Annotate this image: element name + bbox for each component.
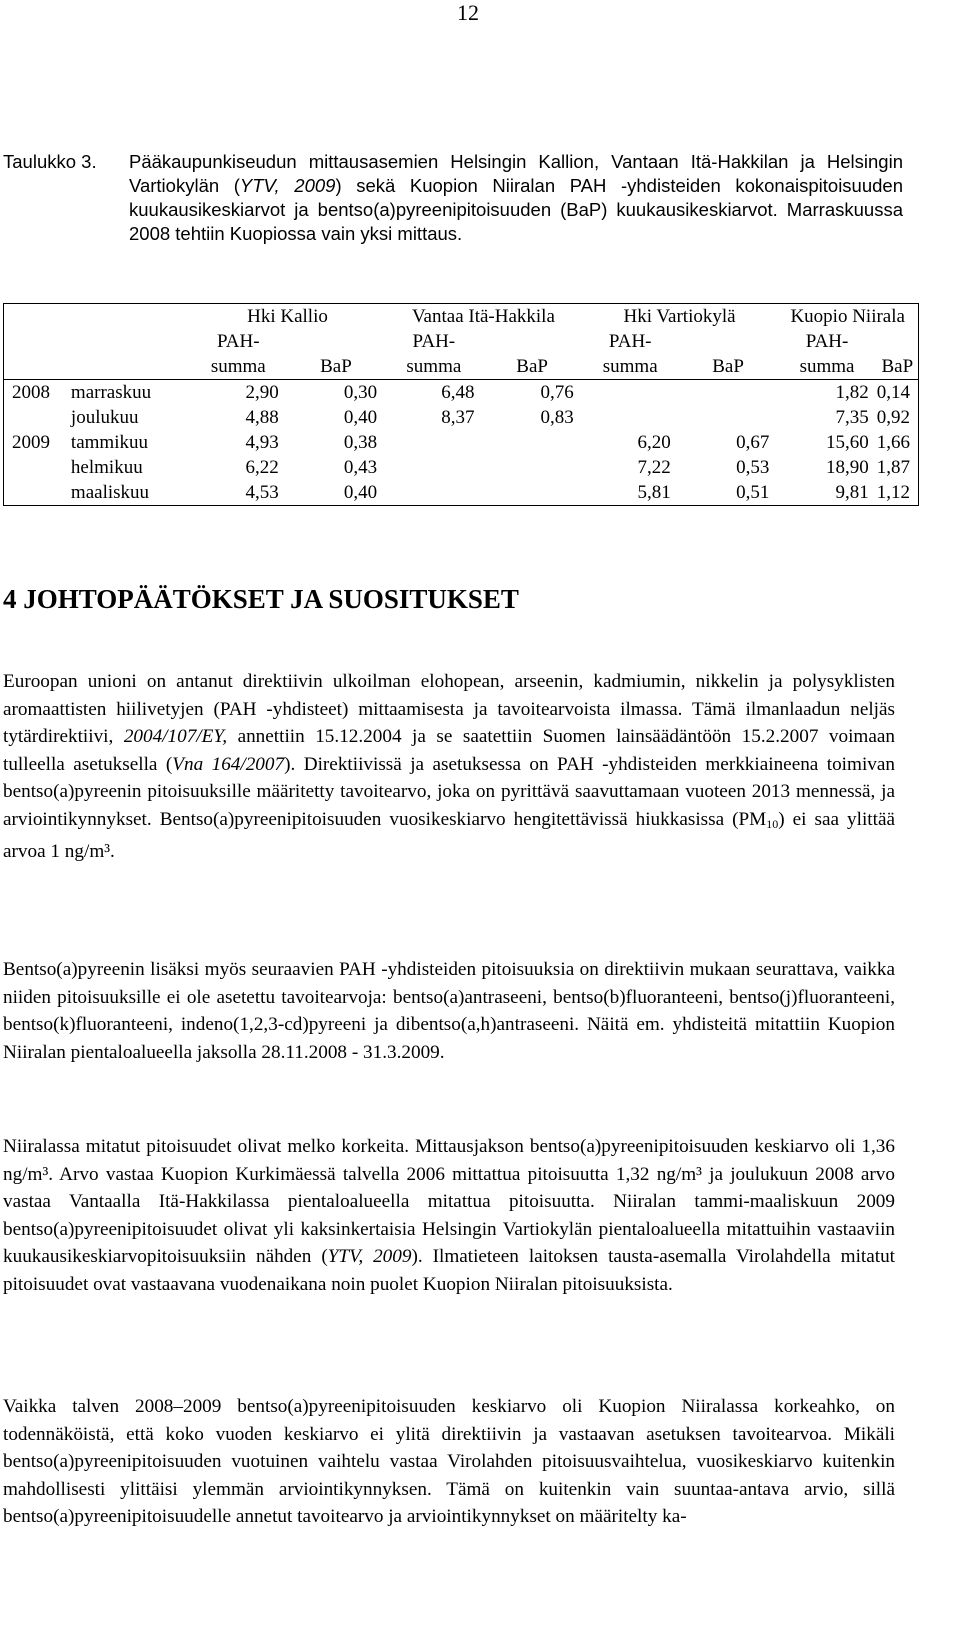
paragraph-4: Vaikka talven 2008–2009 bentso(a)pyreenipitoisuuden keskiarvo oli Kuopion Niiralassa korkeahko, on todennäköistä, että koko vuoden keskiarvo ei ylitä direktiivin ja vastaavan asetuksen tavoitearvoa. Mikäli bentso(a)pyreenipitoisuuden vuotuinen vaihtelu vastaa Virolahden pitoisuusvaihtelua, vuosikeskiarvo kuitenkin mahdollisesti ylittäisi ylemmän arviointikynnyksen. Tämä on kuitenkin vain suuntaa-antava arvio, sillä bentso(a)pyreenipitoisuudelle annetut tavoitearvo ja arviointikynnykset on määritelty ka-: [3, 1396, 895, 1527]
year-cell: [4, 405, 71, 430]
value-cell: 4,88: [245, 407, 279, 428]
value-cell: 0,14: [876, 382, 910, 403]
value-cell: 2,90: [245, 382, 279, 403]
year-cell: [4, 480, 71, 506]
value-cell: 7,22: [637, 457, 671, 478]
month-cell: marraskuu: [70, 382, 152, 403]
value-cell: [483, 480, 582, 506]
pah-header: PAH-: [805, 331, 849, 352]
value-cell: 0,67: [736, 432, 770, 453]
value-cell: 7,35: [835, 407, 869, 428]
page-number: 12: [457, 0, 479, 25]
value-cell: [385, 480, 482, 506]
value-cell: 4,93: [245, 432, 279, 453]
caption-text: Pääkaupunkiseudun mittausasemien Helsingin Kallion, Vantaan Itä-Hakkilan ja Helsingin Vartiokylän (YTV, 2009) sekä Kuopion Niiralan PAH -yhdisteiden kokonaispitoisuuden kuukausikeskiarvot ja bentso(a)pyreenipitoisuuden (BaP) kuukausikeskiarvot. Marraskuussa 2008 tehtiin Kuopiossa vain yksi mittaus.: [129, 151, 903, 244]
table-row: [4, 430, 919, 455]
section-heading: 4 JOHTOPÄÄTÖKSET JA SUOSITUKSET: [3, 584, 519, 614]
month-cell: tammikuu: [70, 432, 148, 453]
value-cell: [385, 430, 482, 455]
value-cell: 1,82: [835, 382, 869, 403]
value-cell: 0,38: [343, 432, 378, 453]
paragraph-2: Bentso(a)pyreenin lisäksi myös seuraavien PAH -yhdisteiden pitoisuuksia on direktiivin mukaan seurattava, vaikka niiden pitoisuuksille ei ole asetettu tavoitearvoja: bentso(a)antraseeni, bentso(b)fluoranteeni, bentso(j)fluoranteeni, bentso(k)fluoranteeni, indeno(1,2,3-cd)pyreeni ja dibentso(a,h)antraseeni. Näitä em. yhdisteitä mitattiin Kuopion Niiralan pientaloalueella jaksolla 28.11.2008 - 31.3.2009.: [3, 959, 895, 1063]
value-cell: 0,40: [343, 482, 378, 503]
year-cell: 2009: [12, 432, 50, 453]
value-cell: [483, 430, 582, 455]
table-header-stations: [4, 304, 919, 330]
value-cell: [385, 455, 482, 480]
value-cell: 15,60: [825, 432, 869, 453]
month-cell: maaliskuu: [70, 482, 150, 503]
bap-header: BaP: [679, 354, 778, 380]
value-cell: [483, 455, 582, 480]
station-header: Hki Kallio: [247, 306, 328, 327]
table-header-pah: [4, 329, 919, 354]
value-cell: 0,76: [540, 382, 574, 403]
pah-header: PAH-: [216, 331, 260, 352]
station-header: Kuopio Niirala: [790, 306, 905, 327]
value-cell: 5,81: [637, 482, 671, 503]
value-cell: 1,87: [876, 457, 910, 478]
value-cell: 1,66: [876, 432, 910, 453]
caption-reference: YTV, 2009: [239, 175, 336, 196]
table-row: [4, 405, 919, 430]
pah-table: [3, 303, 919, 506]
value-cell: 6,20: [637, 432, 671, 453]
value-cell: 0,83: [540, 407, 574, 428]
value-cell: 18,90: [825, 457, 869, 478]
bap-header: BaP: [483, 354, 582, 380]
year-cell: 2008: [12, 382, 50, 403]
value-cell: 0,40: [343, 407, 378, 428]
value-cell: 0,92: [876, 407, 910, 428]
value-cell: [582, 405, 679, 430]
bap-header: BaP: [287, 354, 385, 380]
table-row: [4, 455, 919, 480]
value-cell: [679, 405, 778, 430]
value-cell: 0,53: [736, 457, 770, 478]
value-cell: 0,43: [343, 457, 378, 478]
bap-header: BaP: [877, 354, 919, 380]
value-cell: [679, 380, 778, 406]
summa-header: summa: [190, 354, 287, 380]
station-header: Hki Vartiokylä: [623, 306, 736, 327]
summa-header: summa: [385, 354, 482, 380]
month-cell: helmikuu: [70, 457, 143, 478]
value-cell: 6,48: [441, 382, 475, 403]
paragraph-3: Niiralassa mitatut pitoisuudet olivat melko korkeita. Mittausjakson bentso(a)pyreenipitoisuuden keskiarvo oli 1,36 ng/m³. Arvo vastaa Kuopion Kurkimäessä talvella 2006 mittattua pitoisuutta 1,32 ng/m³ ja joulukuun 2008 arvo vastaa Vantaalla Itä-Hakkilassa pientaloalueella mitattua pitoisuutta. Niiralan tammi-maaliskuun 2009 bentso(a)pyreenipitoisuudet olivat yli kaksinkertaisia Helsingin Vartiokylän pientaloalueella mitattuihin vastaaviin kuukausikeskiarvopitoisuuksiin nähden (YTV, 2009). Ilmatieteen laitoksen tausta-asemalla Virolahdella mitatut pitoisuudet ovat vastaavana vuodenaikana noin puolet Kuopion Niiralan pitoisuuksista.: [3, 1136, 895, 1295]
pah-header: PAH-: [608, 331, 652, 352]
summa-header: summa: [582, 354, 679, 380]
summa-header: summa: [777, 354, 876, 380]
value-cell: 1,12: [876, 482, 910, 503]
table-row: [4, 380, 919, 406]
table-header-units: [4, 354, 919, 380]
month-cell: joulukuu: [70, 407, 139, 428]
station-header: Vantaa Itä-Hakkila: [411, 306, 555, 327]
table-caption: [3, 150, 903, 246]
value-cell: 9,81: [835, 482, 869, 503]
value-cell: 0,30: [343, 382, 378, 403]
value-cell: 0,51: [736, 482, 770, 503]
value-cell: 8,37: [441, 407, 475, 428]
pah-header: PAH-: [412, 331, 456, 352]
paragraph-1: Euroopan unioni on antanut direktiivin ulkoilman elohopean, arseenin, kadmiumin, nikkelin ja polysyklisten aromaattisten hiilivetyjen (PAH -yhdisteet) mittaamisesta ja tavoitearvoista ilmassa. Tämä ilmanlaadun neljäs tytärdirektiivi, 2004/107/EY, annettiin 15.12.2004 ja se saatettiin Suomen lainsäädäntöön 15.2.2007 voimaan tulleella asetuksella (Vna 164/2007). Direktiivissä ja asetuksessa on PAH -yhdisteiden merkkiaineena toimivan bentso(a)pyreenin pitoisuuksille määritetty tavoitearvo, joka on pyrittävä saavuttamaan vuoteen 2013 mennessä, ja arviointikynnykset. Bentso(a)pyreenipitoisuuden vuosikeskiarvo hengitettävissä hiukkasissa $(PM_{10})$ ei saa ylittää arvoa 1 ng/m³.: [3, 671, 895, 862]
value-cell: [582, 380, 679, 406]
table-row: [4, 480, 919, 506]
value-cell: 4,53: [245, 482, 279, 503]
caption-label: Taulukko 3.: [3, 151, 97, 172]
year-cell: [4, 455, 71, 480]
value-cell: 6,22: [245, 457, 279, 478]
